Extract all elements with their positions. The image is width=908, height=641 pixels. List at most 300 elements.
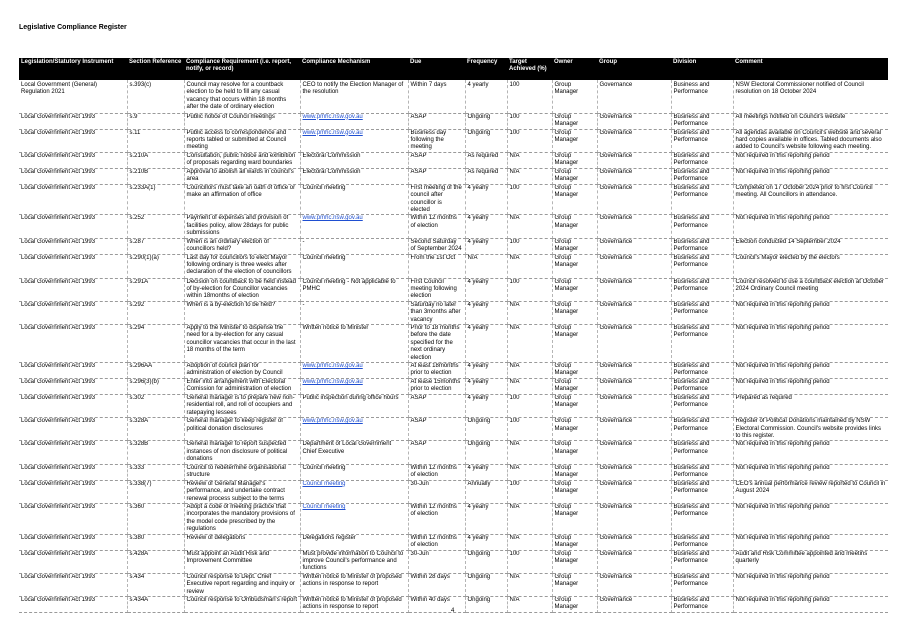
mechanism-cell[interactable]: www.pmhc.nsw.gov.au — [300, 379, 408, 395]
group-cell: Governance — [597, 573, 671, 596]
requirement-cell: Adoption of council plan for administration of election by Council — [184, 363, 300, 379]
group-cell: Governance — [597, 278, 671, 301]
division-cell: Business and Performance — [671, 238, 733, 254]
target-cell: 100 — [507, 129, 552, 152]
group-cell: Governance — [597, 238, 671, 254]
group-cell: Governance — [597, 254, 671, 278]
frequency-cell: Ongoing — [465, 550, 507, 573]
requirement-cell: General manager to report suspected instances of non disclosure of political donations — [184, 441, 300, 464]
division-cell: Business and Performance — [671, 573, 733, 596]
legislation-cell: Local Government Act 1993 — [19, 168, 127, 184]
due-cell: From the 1st Oct — [408, 254, 465, 278]
column-header: Section Reference — [127, 58, 184, 80]
section-cell: s.290(1)(a) — [127, 254, 184, 278]
due-cell: Within 12 months of election — [408, 464, 465, 480]
table-row — [19, 325, 888, 363]
mechanism-cell: - — [300, 301, 408, 324]
section-cell: s.428A — [127, 550, 184, 573]
mechanism-cell: - — [300, 238, 408, 254]
requirement-cell: Public notice of Council meetings — [184, 113, 300, 129]
legislation-cell: Local Government Act 1993 — [19, 596, 127, 612]
table-row — [19, 168, 888, 184]
comment-cell: Audit and Risk Committee appointed and meetins quarterly — [733, 550, 888, 573]
table-row — [19, 480, 888, 503]
due-cell: Within 28 days — [408, 573, 465, 596]
due-cell: First meeting of the council after councillor is elected — [408, 184, 465, 215]
section-cell: s.434A — [127, 596, 184, 612]
requirement-cell: General manager is to prepare new non-residential roll, and roll of occupiers and ratepaying lessees — [184, 395, 300, 418]
section-cell: s.328A — [127, 418, 184, 441]
requirement-cell: General manager to keep register of political donation disclosures — [184, 418, 300, 441]
requirement-cell: Adopt a code of meeting practice that incorporates the mandatory provisions of the model code prescribed by the regulations — [184, 503, 300, 534]
due-cell: At lease 15months prior to election — [408, 379, 465, 395]
legislation-cell: Local Government Act 1993 — [19, 363, 127, 379]
legislation-cell: Local Government Act 1993 — [19, 480, 127, 503]
mechanism-cell[interactable]: www.pmhc.nsw.gov.au — [300, 129, 408, 152]
requirement-cell: Council response to Dept. Chief Executive report regarding and inquiry or review — [184, 573, 300, 596]
section-cell: s.328B — [127, 441, 184, 464]
column-header: Frequency — [465, 58, 507, 80]
group-cell: Governance — [597, 418, 671, 441]
division-cell: Business and Performance — [671, 363, 733, 379]
owner-cell: Group Manager — [552, 480, 597, 503]
group-cell: Governance — [597, 596, 671, 612]
legislation-cell: Local Government Act 1993 — [19, 503, 127, 534]
owner-cell: Group Manager — [552, 395, 597, 418]
table-row — [19, 418, 888, 441]
column-header: Owner — [552, 58, 597, 80]
requirement-cell: Council to redetermine organisational structure — [184, 464, 300, 480]
target-cell: N/A — [507, 503, 552, 534]
legislation-cell: Local Government Act 1993 — [19, 278, 127, 301]
mechanism-cell: Written notice to Minister — [300, 325, 408, 363]
requirement-cell: Council may resolve for a countback election to be held to fill any casual vacancy that occurs within 18 months after the date of ordinary election — [184, 80, 300, 113]
target-cell: 100 — [507, 184, 552, 215]
table-row — [19, 238, 888, 254]
frequency-cell: 4 yearly — [465, 278, 507, 301]
legislation-cell: Local Government (General) Regulation 2021 — [19, 80, 127, 113]
table-row — [19, 254, 888, 278]
column-header: Compliance Mechanism — [300, 58, 408, 80]
group-cell: Governance — [597, 534, 671, 550]
owner-cell: Group Manager — [552, 80, 597, 113]
section-cell: s.9 — [127, 113, 184, 129]
owner-cell: Group Manager — [552, 325, 597, 363]
target-cell: N/A — [507, 301, 552, 324]
legislation-cell: Local Government Act 1993 — [19, 573, 127, 596]
target-cell: N/A — [507, 534, 552, 550]
page-number: 4 — [451, 608, 455, 614]
division-cell: Business and Performance — [671, 596, 733, 612]
division-cell: Business and Performance — [671, 418, 733, 441]
table-row — [19, 184, 888, 215]
due-cell: ASAP — [408, 168, 465, 184]
mechanism-cell: Public inspection during office hours — [300, 395, 408, 418]
table-row — [19, 215, 888, 238]
frequency-cell: 4 yearly — [465, 503, 507, 534]
comment-cell: Not required in this reporting period — [733, 379, 888, 395]
mechanism-cell[interactable]: www.pmhc.nsw.gov.au — [300, 113, 408, 129]
column-header: Division — [671, 58, 733, 80]
mechanism-cell: Council meeting — [300, 184, 408, 215]
section-cell: s.233A(1) — [127, 184, 184, 215]
target-cell: 100 — [507, 480, 552, 503]
owner-cell: Group Manager — [552, 152, 597, 168]
compliance-register-table — [19, 58, 888, 613]
group-cell: Governance — [597, 441, 671, 464]
comment-cell: Election conducted 14 September 2024 — [733, 238, 888, 254]
owner-cell: Group Manager — [552, 596, 597, 612]
division-cell: Business and Performance — [671, 215, 733, 238]
due-cell: Within 12 months of election — [408, 215, 465, 238]
division-cell: Business and Performance — [671, 550, 733, 573]
table-row — [19, 278, 888, 301]
frequency-cell: Ongoing — [465, 113, 507, 129]
target-cell: N/A — [507, 464, 552, 480]
owner-cell: Group Manager — [552, 278, 597, 301]
frequency-cell: 4 yearly — [465, 534, 507, 550]
comment-cell: All meetings notified on Council's website — [733, 113, 888, 129]
division-cell: Business and Performance — [671, 254, 733, 278]
legislation-cell: Local Government Act 1993 — [19, 325, 127, 363]
section-cell: s.210B — [127, 168, 184, 184]
legislation-cell: Local Government Act 1993 — [19, 184, 127, 215]
frequency-cell: Ongoing — [465, 418, 507, 441]
section-cell: s.333 — [127, 464, 184, 480]
section-cell: s.302 — [127, 395, 184, 418]
group-cell: Governance — [597, 395, 671, 418]
section-cell: s.210A — [127, 152, 184, 168]
table-row — [19, 379, 888, 395]
frequency-cell: Annually — [465, 480, 507, 503]
mechanism-cell[interactable]: www.pmhc.nsw.gov.au — [300, 363, 408, 379]
due-cell: ASAP — [408, 441, 465, 464]
comment-cell: Register of Political Donations maintained by NSW Electoral Commission. Council's website provides links to this register. — [733, 418, 888, 441]
target-cell: 100 — [507, 238, 552, 254]
table-header-row — [19, 58, 888, 80]
requirement-cell: Consultation, public notice and exhibition of proposals regarding ward boundaries — [184, 152, 300, 168]
frequency-cell: 4 yearly — [465, 363, 507, 379]
division-cell: Business and Performance — [671, 480, 733, 503]
group-cell: Governance — [597, 550, 671, 573]
due-cell: ASAP — [408, 395, 465, 418]
target-cell: 100 — [507, 395, 552, 418]
mechanism-cell: Department of Local Government Chief Executive — [300, 441, 408, 464]
requirement-cell: Enter into arrangement with Electoral Comission for administration of election — [184, 379, 300, 395]
frequency-cell: 4 yearly — [465, 184, 507, 215]
division-cell: Business and Performance — [671, 152, 733, 168]
section-cell: s.338(7) — [127, 480, 184, 503]
group-cell: Governance — [597, 480, 671, 503]
due-cell: ASAP — [408, 418, 465, 441]
section-cell: s.291A — [127, 278, 184, 301]
due-cell: Within 7 days — [408, 80, 465, 113]
mechanism-cell[interactable]: Council meeting — [300, 503, 408, 534]
mechanism-cell[interactable]: www.pmhc.nsw.gov.au — [300, 418, 408, 441]
table-row — [19, 152, 888, 168]
table-row — [19, 80, 888, 113]
owner-cell: Group Manager — [552, 254, 597, 278]
section-cell: s.434 — [127, 573, 184, 596]
section-cell: s.294 — [127, 325, 184, 363]
legislation-cell: Local Government Act 1993 — [19, 441, 127, 464]
target-cell: 100 — [507, 418, 552, 441]
due-cell: Prior to 18 months before the date specified for the next ordinary election — [408, 325, 465, 363]
owner-cell: Group Manager — [552, 113, 597, 129]
target-cell: N/A — [507, 215, 552, 238]
target-cell: N/A — [507, 379, 552, 395]
division-cell: Business and Performance — [671, 503, 733, 534]
legislation-cell: Local Government Act 1993 — [19, 129, 127, 152]
division-cell: Business and Performance — [671, 113, 733, 129]
owner-cell: Group Manager — [552, 464, 597, 480]
frequency-cell: Ongoing — [465, 596, 507, 612]
due-cell: Second Saturday of September 2024 — [408, 238, 465, 254]
table-row — [19, 550, 888, 573]
frequency-cell: Ongoing — [465, 441, 507, 464]
owner-cell: Group Manager — [552, 363, 597, 379]
owner-cell: Group Manager — [552, 441, 597, 464]
comment-cell: Not required in this reporting period — [733, 215, 888, 238]
group-cell: Governance — [597, 168, 671, 184]
due-cell: Business day following the meeting — [408, 129, 465, 152]
target-cell: 100 — [507, 278, 552, 301]
mechanism-cell[interactable]: Council meeting — [300, 480, 408, 503]
frequency-cell: Ongoing — [465, 573, 507, 596]
comment-cell: Council resolved to use a countback election at October 2024 Ordinary Council meeting — [733, 278, 888, 301]
owner-cell: Group Manager — [552, 215, 597, 238]
requirement-cell: Council response to Ombudsman's report — [184, 596, 300, 612]
section-cell: s.287 — [127, 238, 184, 254]
frequency-cell: 4 yearly — [465, 301, 507, 324]
table-row — [19, 395, 888, 418]
due-cell: Within 40 days — [408, 596, 465, 612]
target-cell: N/A — [507, 325, 552, 363]
mechanism-cell[interactable]: www.pmhc.nsw.gov.au — [300, 215, 408, 238]
group-cell: Governance — [597, 301, 671, 324]
legislation-cell: Local Government Act 1993 — [19, 301, 127, 324]
owner-cell: Group Manager — [552, 573, 597, 596]
due-cell: Saturday no later than 3months after vacancy — [408, 301, 465, 324]
comment-cell: Council's Mayor elected by the electors — [733, 254, 888, 278]
legislation-cell: Local Government Act 1993 — [19, 113, 127, 129]
division-cell: Business and Performance — [671, 325, 733, 363]
owner-cell: Group Manager — [552, 503, 597, 534]
due-cell: At least 18months prior to election — [408, 363, 465, 379]
target-cell: 100 — [507, 550, 552, 573]
column-header: Group — [597, 58, 671, 80]
division-cell: Business and Performance — [671, 379, 733, 395]
comment-cell: Not required in this reporting period — [733, 596, 888, 612]
owner-cell: Group Manager — [552, 301, 597, 324]
frequency-cell: 4 yearly — [465, 325, 507, 363]
comment-cell: Not required in this reporting period — [733, 301, 888, 324]
comment-cell: Completed on 17 October 2024 prior to first Council meeting. All Councillors in attendance. — [733, 184, 888, 215]
target-cell: 100 — [507, 113, 552, 129]
owner-cell: Group Manager — [552, 238, 597, 254]
table-row — [19, 363, 888, 379]
frequency-cell: As required — [465, 152, 507, 168]
division-cell: Business and Performance — [671, 301, 733, 324]
owner-cell: Group Manager — [552, 550, 597, 573]
section-cell: s.296AA — [127, 363, 184, 379]
division-cell: Business and Performance — [671, 395, 733, 418]
due-cell: 30-Jun — [408, 480, 465, 503]
owner-cell: Group Manager — [552, 129, 597, 152]
frequency-cell: Ongoing — [465, 129, 507, 152]
comment-cell: Not required in this reporting period — [733, 168, 888, 184]
group-cell: Governance — [597, 184, 671, 215]
frequency-cell: 4 yearly — [465, 215, 507, 238]
owner-cell: Group Manager — [552, 168, 597, 184]
comment-cell: Prepared as required — [733, 395, 888, 418]
target-cell: N/A — [507, 441, 552, 464]
legislation-cell: Local Government Act 1993 — [19, 152, 127, 168]
frequency-cell: 4 yearly — [465, 238, 507, 254]
division-cell: Business and Performance — [671, 184, 733, 215]
group-cell: Governance — [597, 129, 671, 152]
owner-cell: Group Manager — [552, 418, 597, 441]
comment-cell: Not required in this reporting period — [733, 503, 888, 534]
legislation-cell: Local Government Act 1993 — [19, 254, 127, 278]
group-cell: Governance — [597, 503, 671, 534]
due-cell: Within 12 months of election — [408, 534, 465, 550]
division-cell: Business and Performance — [671, 168, 733, 184]
legislation-cell: Local Government Act 1993 — [19, 379, 127, 395]
page-title: Legislative Compliance Register — [19, 24, 127, 31]
section-cell: s.252 — [127, 215, 184, 238]
group-cell: Governance — [597, 363, 671, 379]
mechanism-cell: Delegations register — [300, 534, 408, 550]
due-cell: ASAP — [408, 113, 465, 129]
section-cell: s.292 — [127, 301, 184, 324]
frequency-cell: 4 yearly — [465, 464, 507, 480]
division-cell: Business and Performance — [671, 129, 733, 152]
target-cell: 100 — [507, 80, 552, 113]
requirement-cell: When is a by-election to be held? — [184, 301, 300, 324]
comment-cell: Not required in this reporting period — [733, 325, 888, 363]
column-header: Target Achieved (%) — [507, 58, 552, 80]
section-cell: s.393(c) — [127, 80, 184, 113]
table-row — [19, 464, 888, 480]
section-cell: s.360 — [127, 503, 184, 534]
mechanism-cell: Council meeting — [300, 464, 408, 480]
target-cell: N/A — [507, 573, 552, 596]
table-row — [19, 113, 888, 129]
group-cell: Governance — [597, 464, 671, 480]
legislation-cell: Local Government Act 1993 — [19, 464, 127, 480]
comment-cell: CEO's annual performance review reported to Council in August 2024 — [733, 480, 888, 503]
group-cell: Governance — [597, 152, 671, 168]
requirement-cell: Must appoint an Audit Risk and Improvement Committee — [184, 550, 300, 573]
table-row — [19, 301, 888, 324]
mechanism-cell: Council meeting — [300, 254, 408, 278]
mechanism-cell: Electoral Commission — [300, 168, 408, 184]
division-cell: Business and Performance — [671, 441, 733, 464]
requirement-cell: Last day for councillors to elect Mayor following ordinary is three weeks after declaration of the election of councillors — [184, 254, 300, 278]
owner-cell: Group Manager — [552, 534, 597, 550]
frequency-cell: 4 yearly — [465, 379, 507, 395]
frequency-cell: 4 yearly — [465, 80, 507, 113]
division-cell: Business and Performance — [671, 464, 733, 480]
table-row — [19, 534, 888, 550]
requirement-cell: When is an ordinary election of councillors held? — [184, 238, 300, 254]
mechanism-cell: Must provide information to Council to improve Council's performance and functions — [300, 550, 408, 573]
mechanism-cell: CEO to notify the Election Manager of the resolution — [300, 80, 408, 113]
group-cell: Governance — [597, 113, 671, 129]
comment-cell: Not required in this reporting period — [733, 573, 888, 596]
group-cell: Governance — [597, 379, 671, 395]
division-cell: Business and Performance — [671, 80, 733, 113]
comment-cell: Not required in this reporting period — [733, 441, 888, 464]
requirement-cell: Review of General Manager's performance, and undertake contract renewal process subject to the terms — [184, 480, 300, 503]
requirement-cell: Apply to the Minister to dispense the need for a by-election for any casual councillor vacancies that occur in the last 18 months of the term — [184, 325, 300, 363]
table-row — [19, 573, 888, 596]
comment-cell: Not required in this reporting period — [733, 534, 888, 550]
owner-cell: Group Manager — [552, 379, 597, 395]
requirement-cell: Councillors must take an oath of office or make an affirmation of office — [184, 184, 300, 215]
column-header: Legislation/Statutory Instrument — [19, 58, 127, 80]
group-cell: Governance — [597, 215, 671, 238]
legislation-cell: Local Government Act 1993 — [19, 534, 127, 550]
target-cell: N/A — [507, 254, 552, 278]
legislation-cell: Local Government Act 1993 — [19, 418, 127, 441]
section-cell: s.296(3)(b) — [127, 379, 184, 395]
requirement-cell: Decision on countback to be held instead of by-election for Councillor vacancies within 18months of election — [184, 278, 300, 301]
due-cell: Within 12 months of election — [408, 503, 465, 534]
requirement-cell: Review of delegations — [184, 534, 300, 550]
column-header: Compliance Requirement (i.e. report, notify, or record) — [184, 58, 300, 80]
frequency-cell: As required — [465, 168, 507, 184]
mechanism-cell: Written notice to Minister of proposed actions in response to report — [300, 573, 408, 596]
division-cell: Business and Performance — [671, 278, 733, 301]
due-cell: First Council meeting following election — [408, 278, 465, 301]
comment-cell: All agendas available on Council's website and several hard copies available in offices. Tabled documents also added to Council's website following each meeting. — [733, 129, 888, 152]
requirement-cell: Approval to abolish all wards in council's area — [184, 168, 300, 184]
table-row — [19, 441, 888, 464]
frequency-cell: N/A — [465, 254, 507, 278]
table-body — [19, 80, 888, 612]
target-cell: N/A — [507, 596, 552, 612]
requirement-cell: Payment of expenses and provision of facilities policy, allow 28days for public submissions — [184, 215, 300, 238]
mechanism-cell: Council meeting - Not applicable to PMHC — [300, 278, 408, 301]
group-cell: Governance — [597, 325, 671, 363]
comment-cell: NSW Electoral Commissioner notified of Council resolution on 18 October 2024 — [733, 80, 888, 113]
table-row — [19, 503, 888, 534]
owner-cell: Group Manager — [552, 184, 597, 215]
due-cell: ASAP — [408, 152, 465, 168]
legislation-cell: Local Government Act 1993 — [19, 395, 127, 418]
target-cell: N/A — [507, 363, 552, 379]
mechanism-cell: Electoral Commission — [300, 152, 408, 168]
due-cell: 30-Jun — [408, 550, 465, 573]
column-header: Comment — [733, 58, 888, 80]
requirement-cell: Public access to correspondence and reports tabled or submitted at Council meeting — [184, 129, 300, 152]
mechanism-cell: Written notice to Minister of proposed actions in response to report — [300, 596, 408, 612]
group-cell: Governance — [597, 80, 671, 113]
table-row — [19, 129, 888, 152]
target-cell: N/A — [507, 168, 552, 184]
section-cell: s.380 — [127, 534, 184, 550]
legislation-cell: Local Government Act 1993 — [19, 238, 127, 254]
division-cell: Business and Performance — [671, 534, 733, 550]
column-header: Due — [408, 58, 465, 80]
legislation-cell: Local Government Act 1993 — [19, 215, 127, 238]
section-cell: s.11 — [127, 129, 184, 152]
comment-cell: Not required in this reporting period — [733, 363, 888, 379]
target-cell: N/A — [507, 152, 552, 168]
frequency-cell: 4 yearly — [465, 395, 507, 418]
